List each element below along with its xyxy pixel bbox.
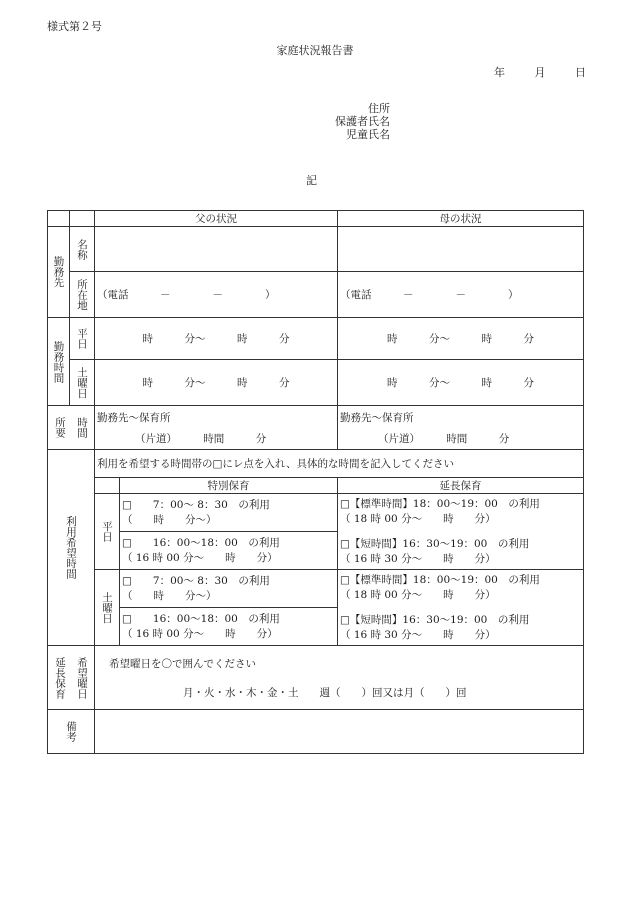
father-workplace-name-field[interactable] [95, 227, 338, 272]
extended-days-field[interactable] [95, 646, 584, 710]
address-block [320, 102, 390, 141]
child-name-label: 児童氏名 [346, 128, 390, 141]
mother-header: 母の状況 [338, 211, 584, 227]
mother-commute-route: 勤務先〜保育所 [340, 411, 414, 424]
saturday-ext-standard-detail: （ 18 時 00 分〜 時 分） [340, 588, 496, 601]
saturday-ext-standard: □【標準時間】18：00〜19：00 の利用 [340, 573, 540, 586]
remarks-label: 備考 [65, 721, 77, 742]
father-weekday-hours[interactable]: 時 分〜 時 分 [95, 318, 338, 360]
weekday-special-morning: □ 7：00〜 8：30 の利用 [122, 498, 270, 511]
saturday-special-morning-option[interactable] [120, 570, 338, 608]
commute-label-b: 所要 [54, 417, 66, 438]
weekday-extended-options[interactable] [338, 494, 584, 570]
mother-phone-line: （電話 － － ） [340, 289, 519, 301]
form-number: 様式第２号 [47, 20, 102, 33]
weekday-ext-standard-detail: （ 18 時 00 分〜 時 分） [340, 512, 496, 525]
address-label: 住所 [368, 102, 390, 115]
mother-workplace-name-field[interactable] [338, 227, 584, 272]
location-label: 所在地 [76, 278, 88, 311]
desired-saturday-label: 土曜日 [101, 591, 113, 624]
date-month: 月 [534, 66, 546, 79]
commute-label-a: 時間 [76, 417, 88, 438]
date-day: 日 [575, 66, 586, 79]
work-hours-label: 勤務時間 [52, 340, 65, 383]
father-location-field[interactable] [95, 272, 338, 318]
desired-hours-instruction: 利用を希望する時間帯の□にレ点を入れ、具体的な時間を記入してください [95, 450, 584, 478]
weekday-special-morning-option[interactable] [120, 494, 338, 532]
father-header: 父の状況 [95, 211, 338, 227]
extended-days-label-b: 希望曜日 [76, 656, 88, 699]
father-commute-route: 勤務先〜保育所 [97, 411, 171, 424]
saturday-label: 土曜日 [76, 366, 88, 399]
mother-saturday-hours[interactable]: 時 分〜 時 分 [338, 360, 584, 406]
saturday-special-evening-option[interactable] [120, 608, 338, 646]
mother-weekday-hours[interactable]: 時 分〜 時 分 [338, 318, 584, 360]
weekday-ext-short: □【短時間】16：30〜19：00 の利用 [340, 537, 530, 550]
extended-days-label-a: 延長保育 [54, 656, 66, 699]
corner-cell [48, 211, 70, 227]
blank-cell [95, 478, 120, 494]
name-label: 名称 [76, 238, 88, 260]
saturday-special-evening-detail: （ 16 時 00 分〜 時 分） [122, 627, 278, 640]
saturday-extended-options[interactable] [338, 570, 584, 646]
weekday-ext-standard: □【標準時間】18：00〜19：00 の利用 [340, 497, 540, 510]
report-table [47, 210, 584, 754]
remarks-field[interactable] [95, 710, 584, 754]
date-year: 年 [494, 66, 505, 79]
father-saturday-hours[interactable]: 時 分〜 時 分 [95, 360, 338, 406]
saturday-special-morning-detail: （ 時 分〜） [122, 589, 217, 602]
weekday-special-evening: □ 16：00〜18：00 の利用 [122, 536, 280, 549]
guardian-name-label: 保護者氏名 [335, 115, 390, 128]
saturday-special-morning: □ 7：00〜 8：30 の利用 [122, 574, 270, 587]
weekday-label: 平日 [76, 328, 88, 349]
father-phone-line: （電話 － － ） [97, 289, 276, 301]
weekday-special-evening-option[interactable] [120, 532, 338, 570]
weekday-ext-short-detail: （ 16 時 30 分〜 時 分） [340, 552, 496, 565]
extended-care-header: 延長保育 [338, 478, 584, 494]
desired-hours-label: 利用希望時間 [65, 516, 77, 579]
weekday-special-evening-detail: （ 16 時 00 分〜 時 分） [122, 551, 278, 564]
saturday-special-evening: □ 16：00〜18：00 の利用 [122, 612, 280, 625]
workplace-label: 勤務先 [52, 256, 65, 288]
mother-commute-field[interactable] [338, 406, 584, 450]
mother-location-field[interactable] [338, 272, 584, 318]
special-care-header: 特別保育 [120, 478, 338, 494]
saturday-ext-short-detail: （ 16 時 30 分〜 時 分） [340, 628, 496, 641]
ki-label: 記 [306, 174, 317, 187]
father-commute-time: （片道） 時間 分 [135, 432, 267, 445]
extended-days-options: 月・火・水・木・金・土 週（ ）回又は月（ ）回 [183, 686, 467, 699]
corner-cell [70, 211, 95, 227]
father-commute-field[interactable] [95, 406, 338, 450]
date-line [494, 64, 592, 80]
document-title: 家庭状況報告書 [276, 44, 354, 57]
saturday-ext-short: □【短時間】16：30〜19：00 の利用 [340, 613, 530, 626]
mother-commute-time: （片道） 時間 分 [378, 432, 510, 445]
weekday-special-morning-detail: （ 時 分〜） [122, 513, 217, 526]
desired-weekday-label: 平日 [101, 521, 113, 542]
extended-days-instruction: 希望曜日を〇で囲んでください [109, 657, 256, 670]
